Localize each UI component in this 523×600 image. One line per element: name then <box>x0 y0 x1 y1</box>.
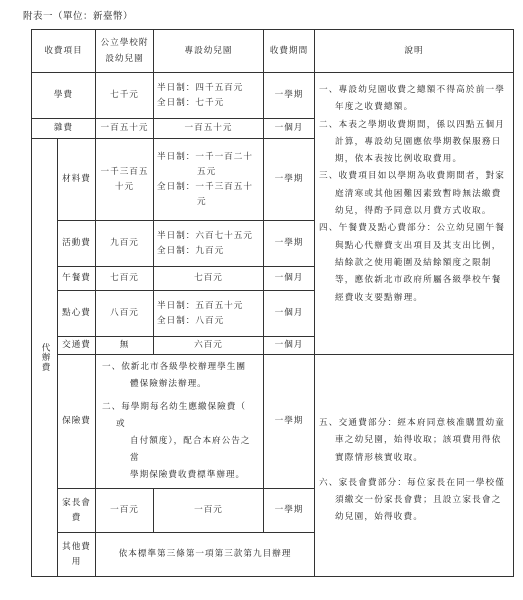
cell-period: 一學期 <box>264 73 315 119</box>
note-item: 二、本表之學期收費期間，係以四點五個月計算，專設幼兒園應依學期教保服務日期，依本表按比例收取費用。 <box>319 119 506 165</box>
cell-period: 一學期 <box>264 489 315 533</box>
cell-dedicated: 六百元 <box>154 337 264 355</box>
row-label-transport: 交通費 <box>58 337 96 355</box>
cell-line: 自付額度），配合本府公告之當 <box>130 436 251 463</box>
row-label-activity: 活動費 <box>58 221 96 267</box>
notes-cell-lower <box>315 355 514 577</box>
table-row-insurance <box>32 355 514 489</box>
cell-dedicated: 一百五十元 <box>154 119 264 139</box>
cell-public: 七百元 <box>96 267 154 291</box>
note-item: 五、交通費部分：經本府同意核准購置幼童車之幼兒園，始得收取；該項費用得依實際情形核實收取。 <box>319 418 506 463</box>
header-item: 收費項目 <box>32 30 96 73</box>
cell-line: 其他費 <box>62 541 91 552</box>
cell-dedicated: 一百元 <box>154 489 264 533</box>
cell-public: 一百元 <box>96 489 154 533</box>
cell-other-rule: 依本標準第三條第一項第三款第九目辦理 <box>96 533 315 577</box>
cell-public: 八百元 <box>96 291 154 337</box>
cell-line: 全日制：一千三百五十 <box>157 181 253 192</box>
row-label-tuition: 學費 <box>32 73 96 119</box>
row-label-lunch: 午餐費 <box>58 267 96 291</box>
cell-line: 全日制：七千元 <box>157 97 225 108</box>
row-label-misc: 雜費 <box>32 119 96 139</box>
table-row-tuition <box>32 73 514 119</box>
cell-line: 用 <box>71 556 82 567</box>
row-label-parents <box>58 489 96 533</box>
cell-period: 一學期 <box>264 139 315 221</box>
cell-period: 一個月 <box>264 119 315 139</box>
cell-line: 元 <box>197 196 207 207</box>
insurance-rule <box>102 399 259 484</box>
fee-table <box>31 29 514 577</box>
cell-line: 費 <box>71 512 82 523</box>
header-public-school-line: 設幼兒園 <box>105 54 144 64</box>
cell-dedicated <box>154 73 264 119</box>
cell-public: 七千元 <box>96 73 154 119</box>
cell-public: 無 <box>96 337 154 355</box>
cell-line: 半日制：四千五百元 <box>157 82 244 93</box>
notes-cell-upper <box>315 73 514 355</box>
note-item: 一、專設幼兒園收費之總額不得高於前一學年度之收費總額。 <box>319 85 506 113</box>
header-period: 收費期間 <box>264 30 315 73</box>
row-label-snack: 點心費 <box>58 291 96 337</box>
category-agency-fees: 代辦費 <box>32 139 58 577</box>
header-dedicated: 專設幼兒園 <box>154 30 264 73</box>
row-label-other <box>58 533 96 577</box>
cell-period: 一個月 <box>264 291 315 337</box>
cell-dedicated <box>154 291 264 337</box>
note-item: 四、午餐費及點心費部分：公立幼兒園午餐與點心代辦費支出項目及其支出比例，結餘款之使用範圍及結餘額度之限制等，應依新北市政府所屬各級學校午餐經費收支要點辦理。 <box>319 223 506 303</box>
cell-line: 半日制：六百七十五元 <box>157 230 253 241</box>
insurance-rule <box>102 359 259 393</box>
cell-line: 一千三百五 <box>100 166 149 177</box>
cell-line: 半日制：五百五十元 <box>157 300 244 311</box>
cell-period: 一學期 <box>264 221 315 267</box>
table-caption: 附表一（單位：新臺幣） <box>23 11 134 22</box>
row-label-insurance: 保險費 <box>58 355 96 489</box>
cell-line: 家長會 <box>62 497 91 508</box>
cell-period: 一學期 <box>264 355 315 489</box>
cell-line: 半日制：一千一百二十 <box>157 151 253 162</box>
cell-line: 十元 <box>114 181 135 192</box>
row-label-materials: 材料費 <box>58 139 96 221</box>
cell-dedicated <box>154 221 264 267</box>
cell-line: 二、每學期每名幼生應繳保險費（ 或 <box>102 402 246 429</box>
cell-line: 學期保險費收費標準辦理。 <box>130 470 246 480</box>
cell-period: 一個月 <box>264 337 315 355</box>
table-header-row <box>32 30 514 73</box>
cell-line: 全日制：八百元 <box>157 315 225 326</box>
cell-public <box>96 139 154 221</box>
cell-dedicated <box>154 139 264 221</box>
header-public-school <box>96 30 154 73</box>
cell-line: 全日制：九百元 <box>157 245 225 256</box>
cell-period: 一個月 <box>264 267 315 291</box>
cell-dedicated: 七百元 <box>154 267 264 291</box>
cell-line: 五元 <box>197 166 217 177</box>
cell-public: 九百元 <box>96 221 154 267</box>
cell-line: 體保險辦法辦理。 <box>130 379 207 389</box>
note-item: 六、家長會費部分：每位家長在同一學校僅須繳交一份家長會費；且設立家長會之幼兒園，始得收費。 <box>319 477 506 523</box>
header-notes: 說明 <box>315 30 514 73</box>
header-public-school-line: 公立學校附 <box>100 38 149 48</box>
note-item: 三、收費項目如以學期為收費期間者，對家庭清寒或其他困難因素致暫時無法繳費幼兒，得酌予同意以月費方式收取。 <box>319 171 506 217</box>
cell-insurance-rules <box>96 355 264 489</box>
cell-line: 一、依新北市各級學校辦理學生團 <box>102 362 246 372</box>
cell-public: 一百五十元 <box>96 119 154 139</box>
